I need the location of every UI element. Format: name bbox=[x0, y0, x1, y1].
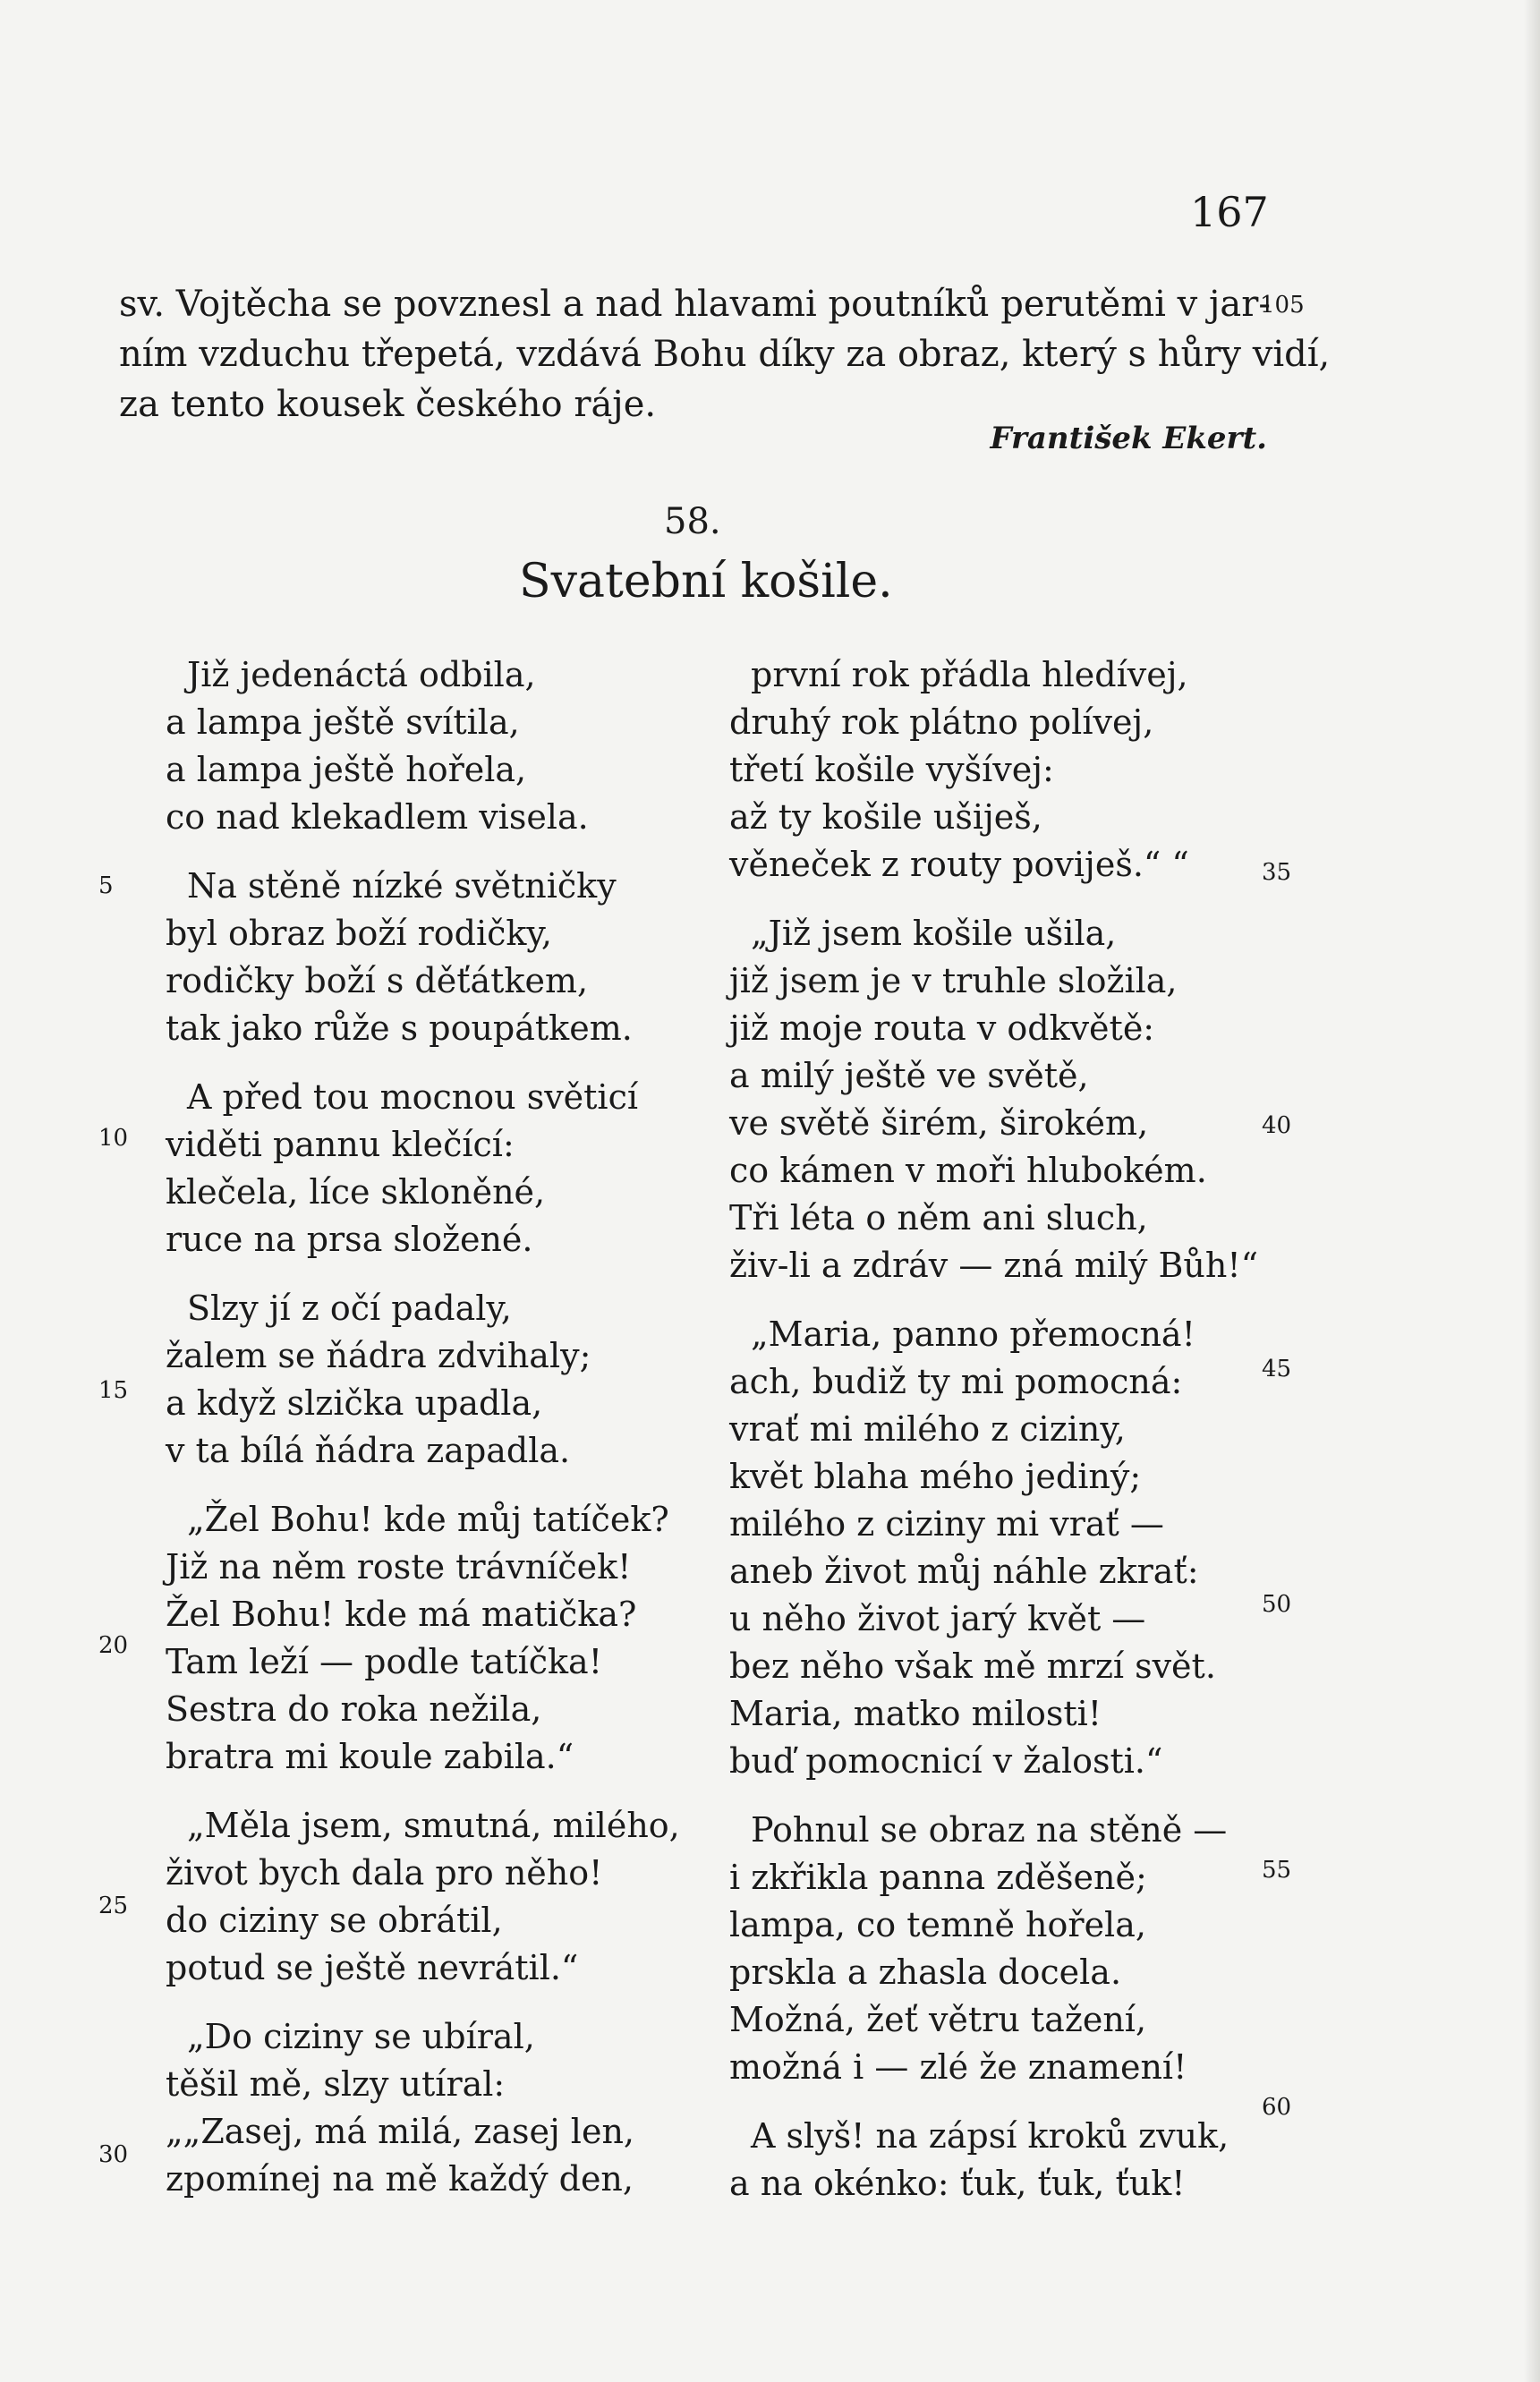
stanza bbox=[166, 1802, 702, 1992]
verse-line: třetí košile vyšívej: bbox=[729, 750, 1054, 789]
verse-line: a milý ještě ve světě, bbox=[729, 1056, 1089, 1095]
verse-line: Již na něm roste trávníček! bbox=[166, 1547, 632, 1587]
line-number: 10 bbox=[98, 1125, 129, 1152]
verse-line: druhý rok plátno polívej, bbox=[729, 702, 1154, 742]
verse-line: potud se ještě nevrátil.“ bbox=[166, 1948, 579, 1987]
prose-line: sv. Vojtěcha se povznesl a nad hlavami poutníků perutěmi v jar- bbox=[119, 284, 1271, 325]
line-number: 5 bbox=[98, 872, 114, 899]
verse-line: Pohnul se obraz na stěně — bbox=[751, 1810, 1228, 1850]
line-number: 55 bbox=[1262, 1857, 1292, 1884]
verse-line: těšil mě, slzy utíral: bbox=[166, 2064, 506, 2104]
verse-line: ruce na prsa složené. bbox=[166, 1220, 533, 1259]
line-number: 60 bbox=[1262, 2094, 1292, 2121]
line-number: 50 bbox=[1262, 1591, 1292, 1618]
stanza bbox=[729, 1807, 1266, 2091]
verse-line: v ta bílá ňádra zapadla. bbox=[166, 1431, 571, 1470]
verse-line: A slyš! na zápsí kroků zvuk, bbox=[751, 2116, 1229, 2156]
verse-line: co nad klekadlem visela. bbox=[166, 797, 589, 837]
stanza bbox=[729, 651, 1266, 889]
verse-line: a na okénko: ťuk, ťuk, ťuk! bbox=[729, 2164, 1186, 2203]
verse-line: „„Zasej, má milá, zasej len, bbox=[166, 2112, 635, 2151]
page-edge bbox=[1524, 0, 1540, 2382]
verse-line: Žel Bohu! kde má matička? bbox=[166, 1595, 637, 1634]
verse-line: bez něho však mě mrzí svět. bbox=[729, 1646, 1216, 1686]
verse-line: „Žel Bohu! kde můj tatíček? bbox=[187, 1500, 669, 1539]
verse-line: i zkřikla panna zděšeně; bbox=[729, 1858, 1147, 1897]
stanza bbox=[166, 863, 702, 1052]
stanza bbox=[166, 1074, 702, 1263]
line-number: 30 bbox=[98, 2141, 129, 2168]
verse-line: „Maria, panno přemocná! bbox=[751, 1314, 1195, 1354]
verse-line: zpomínej na mě každý den, bbox=[166, 2159, 634, 2199]
verse-line: ve světě širém, širokém, bbox=[729, 1103, 1149, 1143]
verse-line: u něho život jarý květ — bbox=[729, 1599, 1146, 1638]
verse-line: žalem se ňádra zdvihaly; bbox=[166, 1336, 591, 1375]
poem-title: Svatební košile. bbox=[519, 555, 893, 608]
verse-line: věneček z routy poviješ.“ “ bbox=[729, 845, 1189, 884]
verse-line: a lampa ještě hořela, bbox=[166, 750, 527, 789]
verse-line: „Již jsem košile ušila, bbox=[751, 914, 1117, 953]
poem-number: 58. bbox=[664, 501, 721, 542]
verse-line: květ blaha mého jediný; bbox=[729, 1457, 1142, 1496]
verse-line: prskla a zhasla docela. bbox=[729, 1952, 1122, 1992]
verse-line: do ciziny se obrátil, bbox=[166, 1901, 503, 1940]
verse-line: tak jako růže s poupátkem. bbox=[166, 1008, 633, 1048]
verse-line: Již jedenáctá odbila, bbox=[187, 655, 536, 694]
page-number: 167 bbox=[1190, 188, 1269, 236]
margin-line-number: 105 bbox=[1260, 292, 1305, 319]
verse-line: život bych dala pro něho! bbox=[166, 1853, 603, 1893]
verse-line: již jsem je v truhle složila, bbox=[729, 961, 1178, 1000]
prose-line: ním vzduchu třepetá, vzdává Bohu díky za obraz, který s hůry vidí, bbox=[119, 334, 1331, 375]
verse-line: „Do ciziny se ubíral, bbox=[187, 2017, 535, 2056]
verse-line: Možná, žeť větru tažení, bbox=[729, 2000, 1147, 2039]
verse-line: vrať mi milého z ciziny, bbox=[729, 1409, 1126, 1449]
verse-line: Tři léta o něm ani sluch, bbox=[729, 1198, 1148, 1238]
line-number: 25 bbox=[98, 1893, 129, 1919]
verse-line: A před tou mocnou světicí bbox=[187, 1077, 639, 1117]
line-number: 35 bbox=[1262, 859, 1292, 886]
verse-line: Tam leží — podle tatíčka! bbox=[166, 1642, 602, 1681]
line-number: 15 bbox=[98, 1377, 129, 1404]
verse-line: aneb život můj náhle zkrať: bbox=[729, 1552, 1199, 1591]
verse-line: až ty košile ušiješ, bbox=[729, 797, 1042, 837]
line-number: 20 bbox=[98, 1632, 129, 1659]
verse-line: živ-li a zdráv — zná milý Bůh!“ bbox=[729, 1246, 1259, 1285]
verse-line: buď pomocnicí v žalosti.“ bbox=[729, 1741, 1163, 1781]
verse-line: byl obraz boží rodičky, bbox=[166, 914, 552, 953]
verse-line: Slzy jí z očí padaly, bbox=[187, 1289, 512, 1328]
verse-line: milého z ciziny mi vrať — bbox=[729, 1504, 1164, 1544]
verse-line: co kámen v moři hlubokém. bbox=[729, 1151, 1207, 1190]
verse-line: bratra mi koule zabila.“ bbox=[166, 1737, 574, 1776]
stanza bbox=[166, 1285, 702, 1475]
verse-line: a lampa ještě svítila, bbox=[166, 702, 520, 742]
stanza bbox=[166, 651, 702, 841]
verse-line: klečela, líce skloněné, bbox=[166, 1172, 546, 1212]
verse-line: rodičky boží s děťátkem, bbox=[166, 961, 589, 1000]
verse-line: již moje routa v odkvětě: bbox=[729, 1008, 1155, 1048]
verse-line: možná i — zlé že znamení! bbox=[729, 2047, 1187, 2087]
stanza bbox=[166, 2013, 702, 2203]
verse-line: a když slzička upadla, bbox=[166, 1383, 543, 1423]
poem-left-column bbox=[166, 651, 702, 2225]
verse-line: první rok přádla hledívej, bbox=[751, 655, 1188, 694]
stanza bbox=[166, 1496, 702, 1781]
verse-line: ach, budiž ty mi pomocná: bbox=[729, 1362, 1183, 1401]
line-number: 40 bbox=[1262, 1112, 1292, 1139]
stanza bbox=[729, 2113, 1266, 2208]
verse-line: Sestra do roka nežila, bbox=[166, 1689, 542, 1729]
verse-line: Na stěně nízké světničky bbox=[187, 866, 617, 906]
line-number: 45 bbox=[1262, 1356, 1292, 1382]
verse-line: viděti pannu klečící: bbox=[166, 1125, 515, 1164]
stanza bbox=[729, 910, 1266, 1289]
author-signature: František Ekert. bbox=[990, 421, 1267, 456]
verse-line: lampa, co temně hořela, bbox=[729, 1905, 1146, 1944]
stanza bbox=[729, 1311, 1266, 1785]
prose-line: za tento kousek českého ráje. bbox=[119, 384, 657, 425]
poem-right-column bbox=[729, 651, 1266, 2229]
verse-line: Maria, matko milosti! bbox=[729, 1694, 1102, 1733]
verse-line: „Měla jsem, smutná, milého, bbox=[187, 1806, 680, 1845]
